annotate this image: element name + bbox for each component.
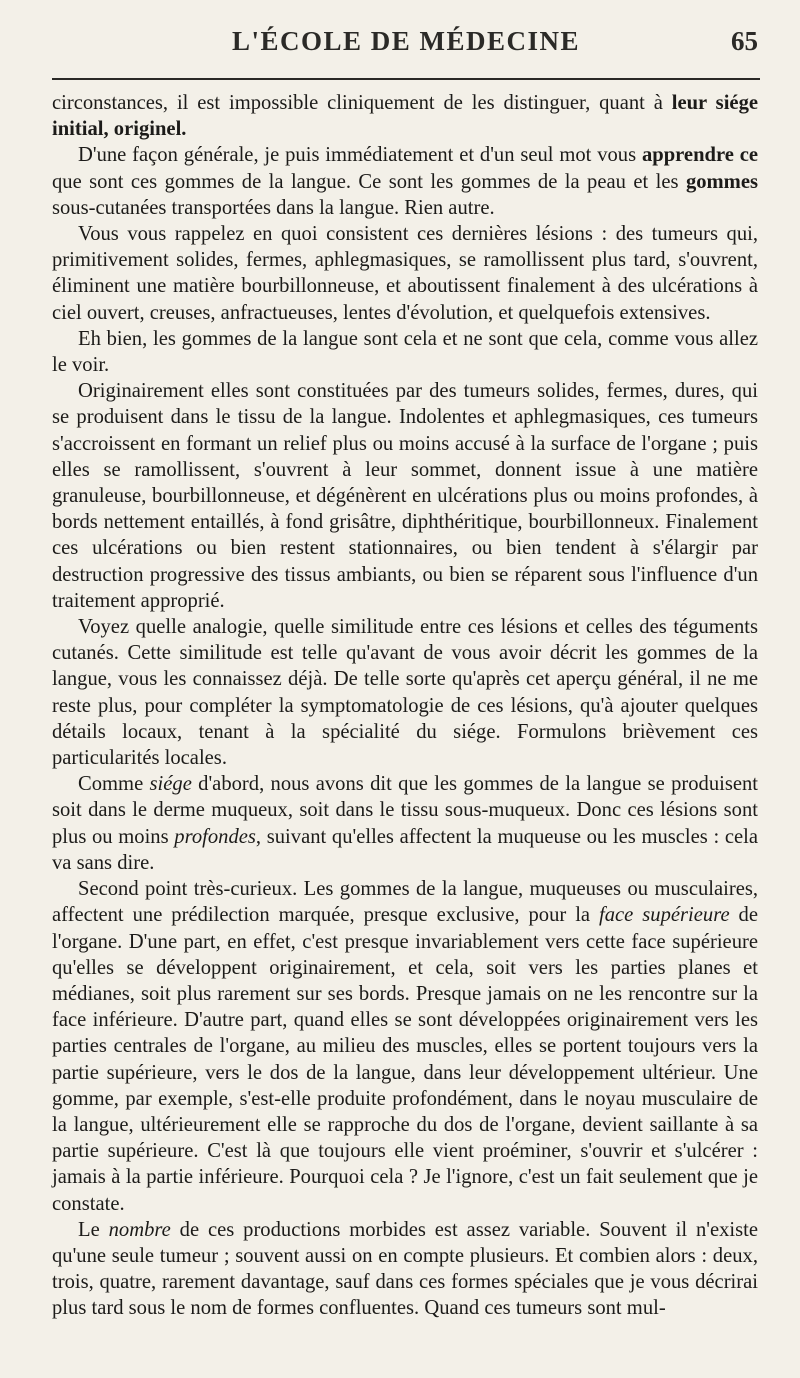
paragraph bbox=[52, 142, 758, 221]
paragraph bbox=[52, 326, 758, 378]
text-run: Le bbox=[78, 1218, 109, 1241]
text-run: Eh bien, les gommes de la langue sont cela et ne sont que cela, comme vous allez le voir. bbox=[52, 327, 758, 377]
paragraph bbox=[52, 614, 758, 771]
text-run: de ces productions morbides est assez variable. Souvent il n'existe qu'une seule tumeur ; souvent aussi on en compte plusieurs. Et combien alors : deux, trois, quatre, rarement davantage, sauf dans ces formes spéciales que je vous décrirai plus tard sous le nom de formes confluentes. Quand ces tumeurs sont mul- bbox=[52, 1218, 758, 1320]
text-run: D'une façon générale, je puis immédiatement et d'un seul mot vous bbox=[78, 144, 642, 167]
text-run: que sont ces gommes de la langue. Ce sont les gommes de la peau et les bbox=[52, 170, 686, 193]
text-run: circonstances, il est impossible cliniquement de les distinguer, quant à bbox=[52, 92, 672, 114]
italic-text: siége bbox=[149, 773, 192, 796]
text-run: Voyez quelle analogie, quelle similitude entre ces lésions et celles des téguments cutanés. Cette similitude est telle qu'avant de vous avoir décrit les gommes de la langue, vous les connaissez déjà. De telle sorte qu'après cet aperçu général, il ne me reste plus, pour compléter la symptomatologie de ces lésions, qu'à ajouter quelques détails locaux, tenant à la spécialité du siége. Formulons brièvement ces particularités locales. bbox=[52, 616, 758, 770]
text-run: , suivant qu'elles affectent la muqueuse ou les muscles : cela va sans dire. bbox=[52, 825, 759, 874]
text-run: Originairement elles sont constituées par des tumeurs solides, fermes, dures, qui se produisent dans le tissu de la langue. Indolentes et aphlegmasiques, ces tumeurs s'accroissent en formant un relief plus ou moins accusé à la surface de l'organe ; puis elles se ramollissent, s'ouvrent à leur sommet, donnent issue à une matière granuleuse, bourbillonneuse, et dégénèrent en ulcérations plus ou moins profondes, à bords nettement entaillés, à fond grisâtre, diphthéritique, bourbillonneux. Finalement ces ulcérations ou bien restent stationnaires, ou bien tendent à s'élargir par destruction progressive des tissus ambiants, ou bien se réparent sous l'influence d'un traitement approprié. bbox=[52, 380, 758, 612]
paragraph bbox=[52, 221, 758, 326]
text-run: sous-cutanées transportées dans la langue. Rien autre. bbox=[52, 196, 495, 219]
paragraph bbox=[52, 378, 758, 614]
text-run: Comme bbox=[78, 773, 150, 796]
page-number: 65 bbox=[731, 26, 758, 56]
italic-text: profondes bbox=[174, 825, 256, 848]
running-header bbox=[52, 22, 760, 80]
text-run: Vous vous rappelez en quoi consistent ces dernières lésions : des tumeurs qui, primitivement solides, fermes, aphlegmasiques, se ramollissent plus tard, s'ouvrent, éliminent une matière bourbillonneuse, et aboutissent finalement à des ulcérations à ciel ouvert, creuses, anfractueuses, lentes d'évolution, et quelquefois extensives. bbox=[52, 223, 758, 324]
italic-text: nombre bbox=[108, 1218, 171, 1241]
body-text bbox=[52, 90, 758, 1322]
bold-text: leur siége initial, originel. bbox=[52, 92, 759, 141]
paragraph bbox=[52, 90, 758, 142]
paragraph bbox=[52, 876, 758, 1217]
text-run: Second point très-curieux. Les gommes de la langue, muqueuses ou musculaires, affectent une prédilection marquée, presque exclusive, pour la bbox=[52, 878, 758, 927]
bold-text: gommes bbox=[685, 170, 758, 193]
paragraph bbox=[52, 1217, 758, 1322]
text-run: d'abord, nous avons dit que les gommes de la langue se produisent soit dans le derme muqueux, soit dans le tissu sous-muqueux. Donc ces lésions sont plus ou moins bbox=[52, 773, 759, 848]
text-run: de l'organe. D'une part, en effet, c'est presque invariablement vers cette face supérieure qu'elles se développent originairement, et cela, soit vers les parties planes et médianes, soit plus rarement sur ses bords. Presque jamais on ne les rencontre sur la face inférieure. D'autre part, quand elles se sont développées originairement vers les parties centrales de l'organe, au milieu des muscles, elles se portent toujours vers la partie supérieure, vers le dos de la langue, dans leur développement ultérieur. Une gomme, par exemple, s'est-elle produite profondément, dans le noyau musculaire de la langue, ultérieurement elle se rapproche du dos de l'organe, devient saillante à sa partie supérieure. C'est là que toujours elle vient proéminer, s'ouvrir et s'ulcérer : jamais à la partie inférieure. Pourquoi cela ? Je l'ignore, c'est un fait seulement que je constate. bbox=[52, 904, 758, 1215]
bold-text: apprendre ce bbox=[641, 144, 758, 167]
running-title: L'ÉCOLE DE MÉDECINE bbox=[231, 26, 581, 56]
paragraph bbox=[52, 771, 758, 876]
italic-text: face supérieure bbox=[599, 904, 730, 927]
